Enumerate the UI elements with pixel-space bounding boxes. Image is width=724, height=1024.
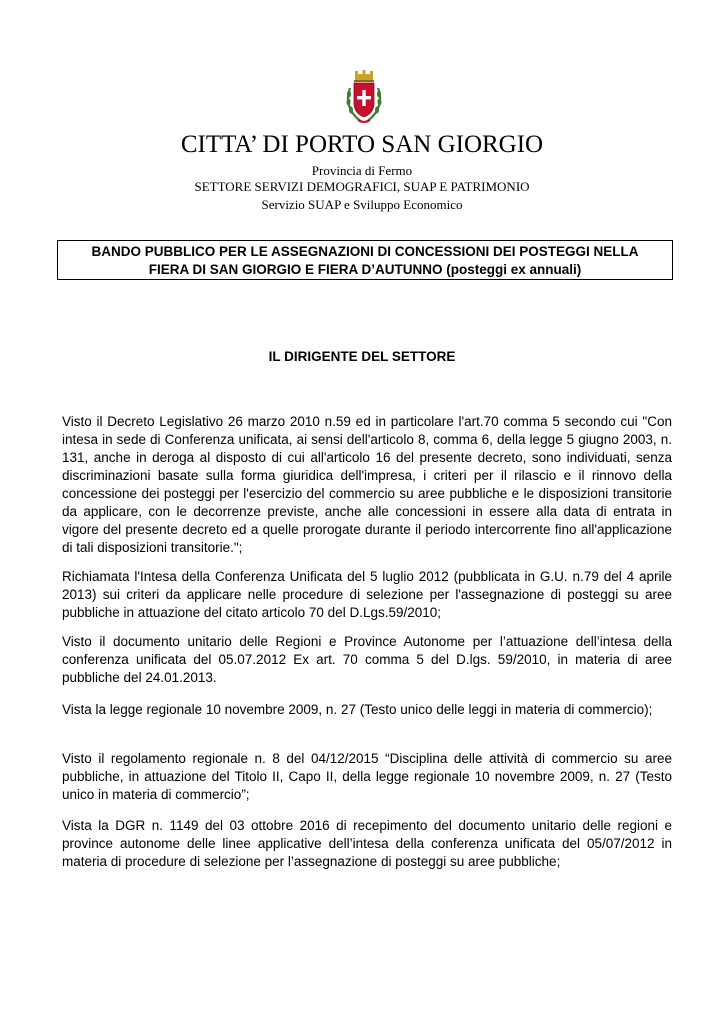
- paragraph-intesa: Richiamata l'Intesa della Conferenza Unificata del 5 luglio 2012 (pubblicata in G.U. n.79 del 4 aprile 2013) sui criteri da applicare nelle procedure di selezione per l'assegnazione di posteggi su aree pubbliche in attuazione del citato articolo 70 del D.Lgs.59/2010;: [62, 569, 672, 620]
- city-title: CITTA’ DI PORTO SAN GIORGIO: [180, 131, 544, 158]
- service-label: Servizio SUAP e Sviluppo Economico: [261, 197, 463, 212]
- notice-title-line-1: BANDO PUBBLICO PER LE ASSEGNAZIONI DI CONCESSIONI DEI POSTEGGI NELLA: [91, 244, 639, 259]
- paragraph-regolamento: Visto il regolamento regionale n. 8 del 04/12/2015 “Disciplina delle attività di commercio su aree pubbliche, in attuazione del Titolo II, Capo II, della legge regionale 10 novembre 2009, n. 27 (Testo unico in materia di commercio”;: [62, 751, 672, 802]
- province-label: Provincia di Fermo: [311, 163, 413, 178]
- notice-title-line-2: FIERA DI SAN GIORGIO E FIERA D’AUTUNNO (posteggi ex annuali): [148, 262, 582, 277]
- paragraph-decreto: Visto il Decreto Legislativo 26 marzo 2010 n.59 ed in particolare l'art.70 comma 5 secondo cui "Con intesa in sede di Conferenza unificata, ai sensi dell'articolo 8, comma 6, della legge 5 giugno 2003, n. 131, anche in deroga al disposto di cui all'articolo 16 del presente decreto, sono individuati, senza discriminazioni basate sulla forma giuridica dell'impresa, i criteri per il rilascio e il rinnovo della concessione dei posteggi per l'esercizio del commercio su aree pubbliche e le disposizioni transitorie da applicare, con le decorrenze previste, anche alle concessioni in essere alla data di entrata in vigore del presente decreto ed a quelle prorogate durante il periodo intercorrente fino all'applicazione di tali disposizioni transitorie.";: [62, 414, 672, 555]
- sector-label: SETTORE SERVIZI DEMOGRAFICI, SUAP E PATRIMONIO: [194, 179, 530, 194]
- section-heading: IL DIRIGENTE DEL SETTORE: [268, 349, 456, 364]
- paragraph-dgr: Vista la DGR n. 1149 del 03 ottobre 2016 di recepimento del documento unitario delle regioni e province autonome delle linee applicative dell’intesa della conferenza unificata del 05/07/2012 in materia di procedure di selezione per l’assegnazione di posteggi su aree pubbliche;: [62, 818, 672, 869]
- paragraph-legge-regionale: Vista la legge regionale 10 novembre 2009, n. 27 (Testo unico delle leggi in materia di commercio);: [62, 702, 653, 717]
- paragraph-documento-unitario: Visto il documento unitario delle Regioni e Province Autonome per l’attuazione dell’intesa della conferenza unificata del 05.07.2012 Ex art. 70 comma 5 del D.lgs. 59/2010, in materia di aree pubbliche del 24.01.2013.: [62, 634, 672, 685]
- notice-title-box: [57, 240, 673, 280]
- coat-of-arms-icon: [344, 70, 384, 126]
